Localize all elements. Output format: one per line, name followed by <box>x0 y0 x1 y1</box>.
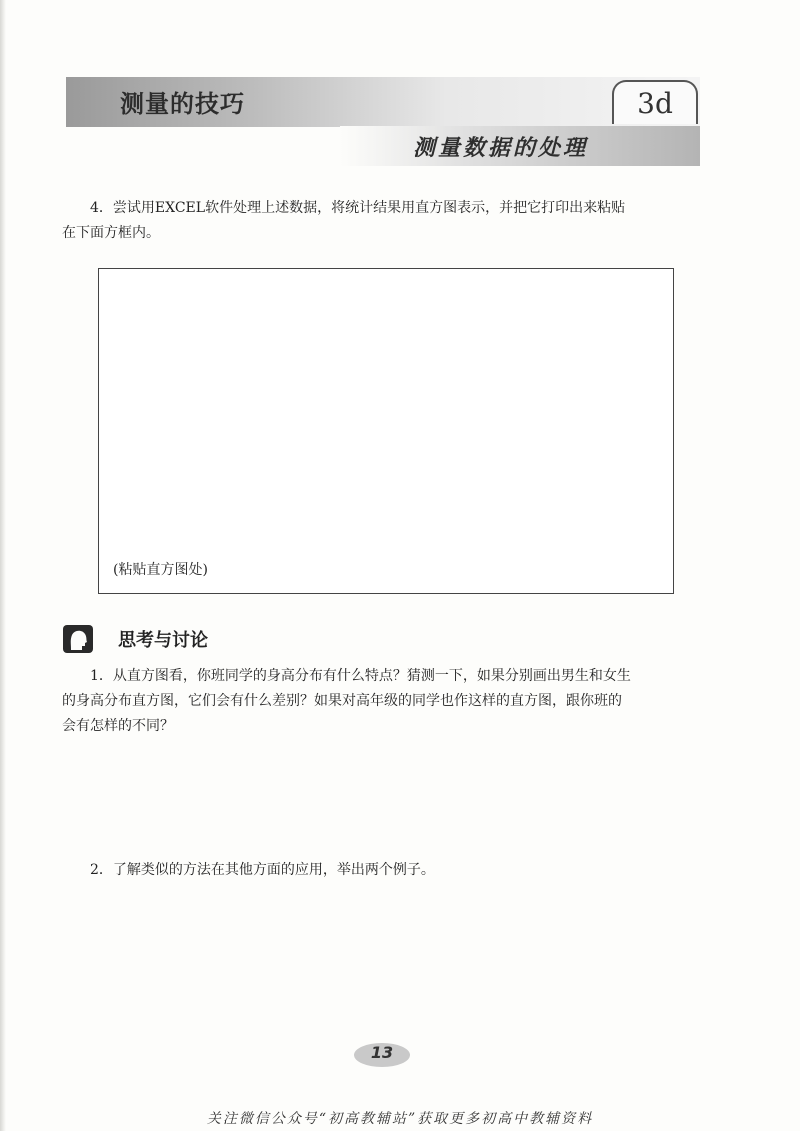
question-1-text <box>62 664 722 739</box>
question-1-line-3: 会有怎样的不同？ <box>62 718 174 734</box>
footer-note: 关注微信公众号“初高教辅站”获取更多初高中教辅资料 <box>206 1111 594 1127</box>
task-4-text <box>62 196 722 246</box>
page-title: 测量的技巧 <box>120 90 245 118</box>
paste-area-box <box>98 268 674 594</box>
chapter-badge: 3d <box>612 80 698 124</box>
task-4-line-2: 在下面方框内。 <box>62 225 160 241</box>
question-1-line-2: 的身高分布直方图，它们会有什么差别？如果对高年级的同学也作这样的直方图，跟你班的 <box>62 693 622 709</box>
discussion-heading: 思考与讨论 <box>118 630 208 651</box>
question-2-text <box>62 858 722 883</box>
question-2-line: 2．了解类似的方法在其他方面的应用，举出两个例子。 <box>90 862 435 878</box>
page-edge-shadow <box>0 0 6 1131</box>
section-title: 测量数据的处理 <box>413 136 589 161</box>
page-number: 13 <box>370 1043 394 1062</box>
thinking-head-icon <box>62 624 94 654</box>
question-1-line-1: 1．从直方图看，你班同学的身高分布有什么特点？猜测一下，如果分别画出男生和女生 <box>90 668 631 684</box>
paste-area-label: (粘贴直方图处) <box>113 562 208 578</box>
task-4-line-1: 4．尝试用EXCEL软件处理上述数据，将统计结果用直方图表示，并把它打印出来粘贴 <box>90 200 626 216</box>
